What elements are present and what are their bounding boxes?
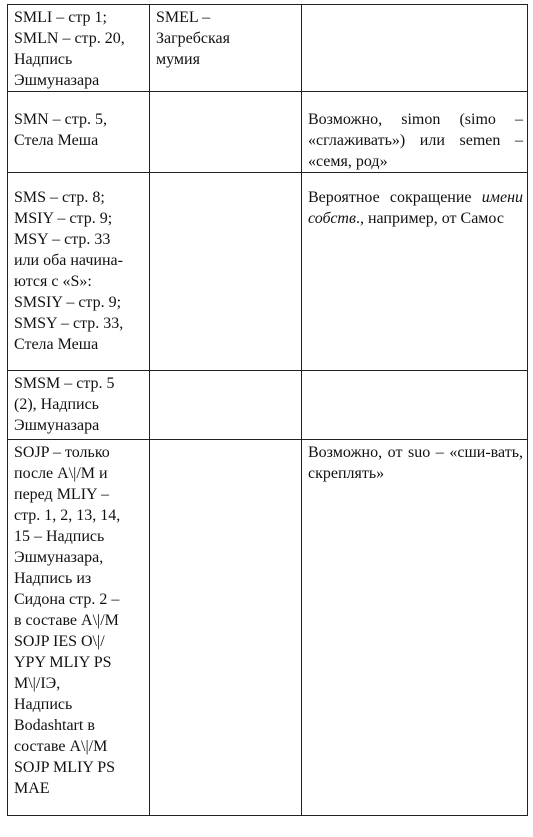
table-cell [302, 92, 528, 173]
cell-text: Возможно, от suo – «сши-вать, скреплять» [308, 444, 523, 482]
table-row [8, 92, 528, 173]
cell-text: SMLI – стр 1; SMLN – стр. 20, Надпись Эшмуназара [14, 9, 125, 89]
cell-text [156, 440, 297, 442]
cell-text [156, 371, 297, 373]
cell-text: SOJP – только после A\|/M и перед MLIY – стр. 1, 2, 13, 14, 15 – Надпись Эшмуназара, Надпись из Сидона стр. 2 – в составе A\|/M SOJP IES O\|/ YPY MLIY PS M\|/IЭ, Надпись Bodashtart в составе A\|/M SOJP MLIY PS MAE [14, 444, 121, 797]
table-cell [302, 173, 528, 371]
cell-text: Возможно, simon (simo – «сглаживать») или semen – «семя, род» [308, 111, 523, 170]
table-cell [8, 371, 150, 440]
cell-text [308, 371, 523, 373]
table-row [8, 371, 528, 440]
table-cell [150, 5, 302, 92]
table-cell [8, 173, 150, 371]
cell-text [308, 5, 523, 7]
cell-text: SMSM – стр. 5 (2), Надпись Эшмуназара [14, 375, 115, 434]
table-cell [150, 371, 302, 440]
cell-text: SMN – стр. 5, Стела Меша [14, 111, 107, 149]
cell-text [308, 173, 523, 229]
table-cell [8, 5, 150, 92]
table-cell [150, 92, 302, 173]
cell-text-part: Вероятное сокращение [308, 189, 482, 206]
table-cell [302, 440, 528, 816]
cell-text [156, 173, 297, 187]
table-cell [8, 440, 150, 816]
table-cell [8, 92, 150, 173]
table-row [8, 440, 528, 816]
table-cell [150, 173, 302, 371]
cell-text: SMS – стр. 8; MSIY – стр. 9; MSY – стр. 33 или оба начина- ются с «S»: SMSIY – стр. 9; SMSY – стр. 33, Стела Меша [14, 189, 124, 353]
cell-text-italic: имени собств [308, 189, 523, 227]
table-row [8, 5, 528, 92]
cell-text-part: ., например, от Самос [355, 210, 504, 227]
table-cell [150, 440, 302, 816]
table-cell [302, 5, 528, 92]
cell-text: SMEL – Загребская мумия [156, 9, 231, 68]
table-cell [302, 371, 528, 440]
table-row [8, 173, 528, 371]
abbreviation-table [7, 4, 528, 816]
